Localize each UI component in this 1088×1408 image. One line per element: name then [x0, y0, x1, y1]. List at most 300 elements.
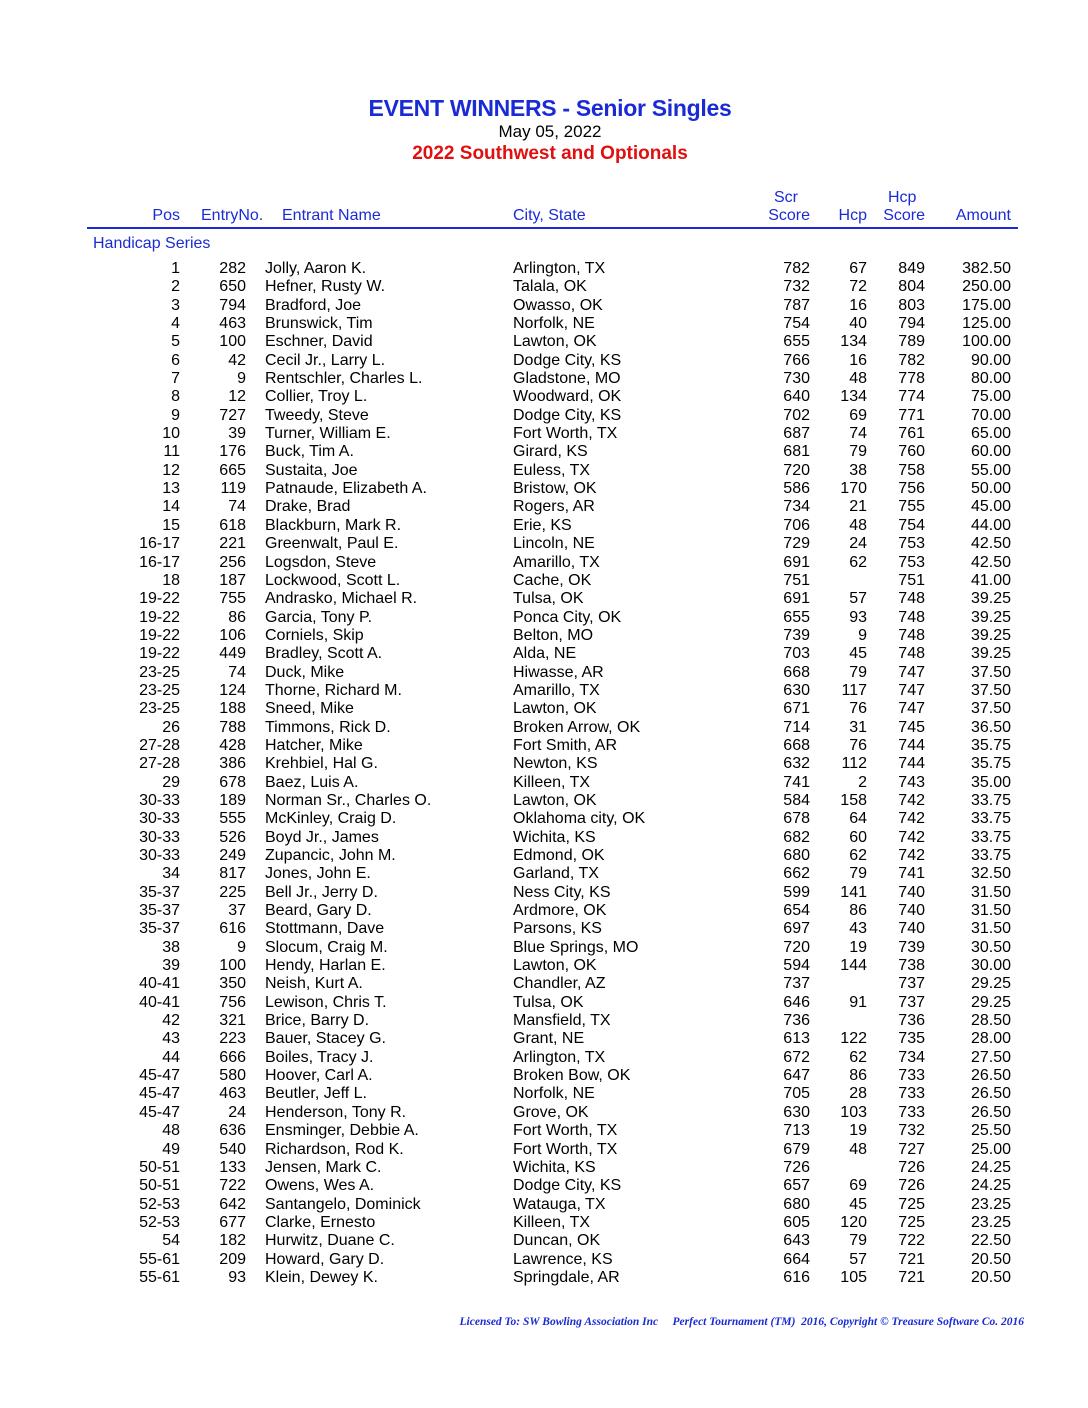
cell-hscore: 756 — [898, 480, 925, 498]
table-row — [0, 1251, 1088, 1269]
table-row — [0, 1269, 1088, 1287]
cell-hscore: 748 — [898, 645, 925, 663]
cell-hscore: 734 — [898, 1048, 925, 1066]
cell-name: Clarke, Ernesto — [265, 1213, 376, 1231]
cell-city: Parsons, KS — [513, 920, 602, 938]
cell-scr: 668 — [783, 663, 810, 681]
cell-entry: 176 — [219, 443, 246, 461]
cell-scr: 640 — [783, 388, 810, 406]
cell-hcp: 117 — [841, 681, 867, 699]
cell-amount: 26.50 — [970, 1085, 1011, 1103]
cell-pos: 54 — [162, 1232, 180, 1250]
cell-hscore: 742 — [898, 810, 925, 828]
cell-pos: 42 — [162, 1012, 180, 1030]
cell-entry: 540 — [219, 1140, 246, 1158]
cell-hcp: 170 — [840, 480, 867, 498]
cell-city: Grant, NE — [513, 1030, 585, 1048]
cell-pos: 29 — [162, 773, 180, 791]
table-row — [0, 700, 1088, 718]
table-row — [0, 719, 1088, 737]
cell-pos: 45-47 — [139, 1085, 180, 1103]
cell-name: Beutler, Jeff L. — [265, 1085, 367, 1103]
cell-scr: 702 — [783, 406, 810, 424]
table-row — [0, 333, 1088, 351]
cell-entry: 86 — [228, 608, 246, 626]
cell-city: Ness City, KS — [513, 883, 611, 901]
cell-hscore: 754 — [898, 516, 925, 534]
cell-hcp: 2 — [858, 773, 867, 791]
table-row — [0, 902, 1088, 920]
cell-entry: 133 — [219, 1158, 246, 1176]
cell-hscore: 761 — [898, 425, 925, 443]
cell-amount: 31.50 — [970, 920, 1011, 938]
cell-name: Hoover, Carl A. — [265, 1067, 373, 1085]
cell-amount: 36.50 — [970, 718, 1011, 736]
cell-hscore: 789 — [898, 333, 925, 351]
cell-hcp: 69 — [849, 406, 867, 424]
cell-city: Arlington, TX — [513, 1048, 606, 1066]
cell-hcp: 134 — [840, 333, 867, 351]
cell-amount: 26.50 — [970, 1103, 1011, 1121]
cell-hcp: 16 — [849, 296, 867, 314]
table-row — [0, 462, 1088, 480]
cell-pos: 12 — [162, 461, 180, 479]
cell-hcp: 112 — [841, 755, 867, 773]
cell-hcp: 67 — [849, 260, 867, 277]
cell-entry: 100 — [219, 333, 246, 351]
cell-scr: 646 — [783, 993, 810, 1011]
cell-pos: 52-53 — [139, 1195, 180, 1213]
cell-city: Fort Worth, TX — [513, 1140, 618, 1158]
cell-city: Lawton, OK — [513, 333, 597, 351]
cell-city: Watauga, TX — [513, 1195, 606, 1213]
cell-scr: 680 — [783, 847, 810, 864]
table-row — [0, 884, 1088, 902]
cell-hscore: 758 — [898, 461, 925, 479]
cell-pos: 23-25 — [139, 700, 180, 718]
cell-amount: 45.00 — [970, 498, 1011, 516]
cell-entry: 636 — [219, 1122, 246, 1140]
cell-hscore: 753 — [898, 535, 925, 553]
table-row — [0, 388, 1088, 406]
cell-hcp: 60 — [849, 828, 867, 846]
cell-scr: 655 — [783, 333, 810, 351]
cell-scr: 697 — [783, 920, 810, 938]
cell-name: Logsdon, Steve — [265, 553, 377, 571]
cell-scr: 691 — [783, 553, 810, 571]
cell-hcp: 21 — [849, 498, 867, 516]
table-row — [0, 645, 1088, 663]
cell-city: Girard, KS — [513, 443, 588, 461]
cell-pos: 5 — [171, 333, 180, 351]
table-row — [0, 1122, 1088, 1140]
cell-name: Krehbiel, Hal G. — [265, 755, 378, 773]
table-row — [0, 498, 1088, 516]
cell-name: Duck, Mike — [265, 663, 345, 681]
table-row — [0, 865, 1088, 883]
cell-scr: 643 — [783, 1232, 810, 1250]
cell-name: Owens, Wes A. — [265, 1177, 375, 1195]
cell-scr: 672 — [783, 1048, 810, 1066]
table-row — [0, 755, 1088, 773]
cell-name: Boiles, Tracy J. — [265, 1048, 374, 1066]
table-row — [0, 1232, 1088, 1250]
tournament-name: 2022 Southwest and Optionals — [412, 143, 688, 164]
cell-hcp: 62 — [849, 553, 867, 571]
cell-entry: 39 — [228, 425, 246, 443]
cell-entry: 526 — [219, 828, 246, 846]
cell-name: Turner, William E. — [265, 425, 391, 443]
cell-scr: 691 — [783, 590, 810, 608]
cell-city: Rogers, AR — [513, 498, 595, 516]
cell-amount: 175.00 — [962, 296, 1011, 314]
cell-hscore: 733 — [898, 1103, 925, 1121]
cell-hcp: 74 — [849, 425, 867, 443]
cell-hscore: 753 — [898, 553, 925, 571]
cell-hcp: 79 — [849, 663, 867, 681]
cell-scr: 734 — [783, 498, 810, 516]
cell-name: Richardson, Rod K. — [265, 1140, 404, 1158]
cell-amount: 42.50 — [970, 553, 1011, 571]
cell-hscore: 804 — [898, 278, 925, 296]
cell-scr: 584 — [783, 791, 810, 809]
cell-hscore: 740 — [898, 920, 925, 938]
cell-scr: 657 — [783, 1177, 810, 1195]
cell-entry: 642 — [219, 1195, 246, 1213]
cell-amount: 23.25 — [970, 1213, 1011, 1231]
cell-hscore: 737 — [898, 993, 925, 1011]
cell-hcp: 19 — [849, 1122, 867, 1140]
cell-name: Hatcher, Mike — [265, 736, 363, 754]
cell-name: Patnaude, Elizabeth A. — [265, 480, 427, 498]
cell-pos: 8 — [171, 388, 180, 406]
cell-city: Duncan, OK — [513, 1232, 601, 1250]
col-header-name: Entrant Name — [282, 207, 381, 224]
cell-hcp: 43 — [849, 920, 867, 938]
cell-pos: 19-22 — [139, 645, 180, 663]
cell-name: Thorne, Richard M. — [265, 681, 402, 699]
cell-amount: 37.50 — [970, 681, 1011, 699]
cell-amount: 41.00 — [970, 571, 1011, 589]
table-row — [0, 554, 1088, 572]
cell-scr: 654 — [783, 902, 810, 920]
cell-amount: 32.50 — [970, 865, 1011, 883]
cell-scr: 705 — [783, 1085, 810, 1103]
cell-pos: 34 — [162, 865, 180, 883]
cell-city: Bristow, OK — [513, 480, 597, 498]
cell-name: Drake, Brad — [265, 498, 351, 516]
table-row — [0, 664, 1088, 682]
cell-entry: 209 — [219, 1250, 246, 1268]
cell-scr: 787 — [783, 296, 810, 314]
cell-amount: 28.50 — [970, 1012, 1011, 1030]
header-divider — [87, 227, 1018, 229]
cell-hscore: 747 — [898, 663, 925, 681]
table-row — [0, 1085, 1088, 1103]
cell-entry: 666 — [219, 1048, 246, 1066]
cell-scr: 729 — [783, 535, 810, 553]
cell-scr: 678 — [783, 810, 810, 828]
cell-entry: 618 — [219, 516, 246, 534]
table-row — [0, 1049, 1088, 1067]
cell-scr: 681 — [783, 443, 810, 461]
col-header-amount: Amount — [955, 207, 1011, 224]
cell-pos: 14 — [162, 498, 180, 516]
cell-hcp: 40 — [849, 315, 867, 333]
cell-pos: 35-37 — [139, 920, 180, 938]
table-row — [0, 480, 1088, 498]
cell-name: Jolly, Aaron K. — [265, 260, 367, 277]
cell-entry: 223 — [219, 1030, 246, 1048]
cell-hscore: 742 — [898, 791, 925, 809]
table-row — [0, 609, 1088, 627]
cell-hscore: 737 — [898, 975, 925, 993]
cell-entry: 256 — [219, 553, 246, 571]
cell-pos: 55-61 — [139, 1250, 180, 1268]
cell-name: Jones, John E. — [265, 865, 371, 883]
cell-hscore: 748 — [898, 626, 925, 644]
report-title-block — [0, 94, 1088, 166]
table-row — [0, 352, 1088, 370]
cell-entry: 756 — [219, 993, 246, 1011]
table-row — [0, 297, 1088, 315]
cell-hscore: 745 — [898, 718, 925, 736]
table-row — [0, 939, 1088, 957]
cell-scr: 720 — [783, 461, 810, 479]
table-row — [0, 407, 1088, 425]
cell-scr: 754 — [783, 315, 810, 333]
cell-hscore: 738 — [898, 957, 925, 975]
cell-entry: 24 — [228, 1103, 246, 1121]
cell-name: Garcia, Tony P. — [265, 608, 373, 626]
table-row — [0, 774, 1088, 792]
cell-scr: 720 — [783, 938, 810, 956]
cell-entry: 755 — [219, 590, 246, 608]
cell-entry: 9 — [237, 938, 246, 956]
col-header-pos: Pos — [152, 207, 180, 224]
cell-city: Garland, TX — [513, 865, 599, 883]
cell-hscore: 744 — [898, 736, 925, 754]
cell-hcp: 141 — [840, 883, 867, 901]
table-row — [0, 425, 1088, 443]
col-header-hcp-score-top: Hcp — [888, 189, 917, 206]
cell-city: Lincoln, NE — [513, 535, 595, 553]
table-row — [0, 1196, 1088, 1214]
cell-entry: 678 — [219, 773, 246, 791]
cell-amount: 37.50 — [970, 700, 1011, 718]
cell-pos: 48 — [162, 1122, 180, 1140]
cell-amount: 24.25 — [970, 1177, 1011, 1195]
cell-hscore: 849 — [898, 260, 925, 277]
cell-entry: 386 — [219, 755, 246, 773]
cell-pos: 40-41 — [139, 993, 180, 1011]
cell-hscore: 740 — [898, 902, 925, 920]
cell-entry: 428 — [219, 736, 246, 754]
cell-hscore: 778 — [898, 370, 925, 388]
cell-hscore: 721 — [898, 1268, 925, 1286]
cell-scr: 632 — [783, 755, 810, 773]
cell-amount: 22.50 — [970, 1232, 1011, 1250]
cell-hscore: 733 — [898, 1067, 925, 1085]
cell-name: Beard, Gary D. — [265, 902, 372, 920]
cell-hcp: 69 — [849, 1177, 867, 1195]
cell-scr: 616 — [783, 1268, 810, 1286]
cell-hscore: 742 — [898, 828, 925, 846]
cell-amount: 60.00 — [970, 443, 1011, 461]
cell-name: Buck, Tim A. — [265, 443, 354, 461]
cell-hscore: 726 — [898, 1158, 925, 1176]
cell-pos: 40-41 — [139, 975, 180, 993]
cell-amount: 20.50 — [970, 1250, 1011, 1268]
cell-pos: 16-17 — [139, 553, 180, 571]
cell-city: Talala, OK — [513, 278, 587, 296]
cell-name: Henderson, Tony R. — [265, 1103, 407, 1121]
cell-entry: 100 — [219, 957, 246, 975]
cell-city: Hiwasse, AR — [513, 663, 604, 681]
cell-hcp: 144 — [840, 957, 867, 975]
table-row — [0, 590, 1088, 608]
cell-pos: 55-61 — [139, 1268, 180, 1286]
cell-pos: 45-47 — [139, 1103, 180, 1121]
cell-hscore: 794 — [898, 315, 925, 333]
cell-scr: 732 — [783, 278, 810, 296]
cell-name: Klein, Dewey K. — [265, 1268, 378, 1286]
cell-hscore: 774 — [898, 388, 925, 406]
cell-hcp: 76 — [849, 736, 867, 754]
cell-name: Eschner, David — [265, 333, 373, 351]
cell-scr: 599 — [783, 883, 810, 901]
cell-amount: 24.25 — [970, 1158, 1011, 1176]
cell-scr: 680 — [783, 1195, 810, 1213]
cell-hcp: 9 — [858, 626, 867, 644]
cell-name: Neish, Kurt A. — [265, 975, 363, 993]
cell-name: Brunswick, Tim — [265, 315, 373, 333]
cell-amount: 25.50 — [970, 1122, 1011, 1140]
cell-name: Bell Jr., Jerry D. — [265, 883, 378, 901]
cell-name: Jensen, Mark C. — [265, 1158, 382, 1176]
cell-pos: 23-25 — [139, 663, 180, 681]
cell-hscore: 751 — [898, 571, 925, 589]
license-text: Licensed To: SW Bowling Association Inc — [459, 1316, 659, 1328]
cell-hscore: 741 — [898, 865, 925, 883]
cell-city: Broken Arrow, OK — [513, 718, 641, 736]
cell-pos: 19-22 — [139, 626, 180, 644]
cell-pos: 7 — [171, 370, 180, 388]
cell-name: Hefner, Rusty W. — [265, 278, 386, 296]
cell-hcp: 122 — [840, 1030, 867, 1048]
cell-city: Dodge City, KS — [513, 351, 622, 369]
report-date: May 05, 2022 — [498, 122, 602, 141]
cell-name: Santangelo, Dominick — [265, 1195, 421, 1213]
table-row — [0, 627, 1088, 645]
cell-city: Lawton, OK — [513, 791, 597, 809]
cell-hscore: 755 — [898, 498, 925, 516]
cell-amount: 35.75 — [970, 736, 1011, 754]
cell-entry: 187 — [219, 571, 246, 589]
cell-entry: 463 — [219, 315, 246, 333]
table-row — [0, 682, 1088, 700]
cell-name: Bradford, Joe — [265, 296, 362, 314]
cell-pos: 16-17 — [139, 535, 180, 553]
cell-name: Howard, Gary D. — [265, 1250, 385, 1268]
cell-hcp: 48 — [849, 370, 867, 388]
cell-hcp: 79 — [849, 443, 867, 461]
table-row — [0, 1012, 1088, 1030]
cell-city: Woodward, OK — [513, 388, 622, 406]
cell-hcp: 105 — [840, 1268, 867, 1286]
table-row — [0, 1030, 1088, 1048]
cell-amount: 27.50 — [970, 1048, 1011, 1066]
cell-amount: 50.00 — [970, 480, 1011, 498]
cell-amount: 90.00 — [970, 351, 1011, 369]
cell-hcp: 48 — [849, 516, 867, 534]
cell-amount: 33.75 — [970, 847, 1011, 864]
cell-amount: 75.00 — [970, 388, 1011, 406]
table-row — [0, 517, 1088, 535]
cell-scr: 630 — [783, 681, 810, 699]
cell-pos: 13 — [162, 480, 180, 498]
cell-name: Greenwalt, Paul E. — [265, 535, 399, 553]
cell-hcp: 120 — [840, 1213, 867, 1231]
cell-hcp: 31 — [849, 718, 867, 736]
cell-name: Slocum, Craig M. — [265, 938, 388, 956]
results-table — [0, 260, 1088, 1287]
cell-city: Arlington, TX — [513, 260, 606, 277]
cell-pos: 30-33 — [139, 810, 180, 828]
cell-city: Lawton, OK — [513, 700, 597, 718]
cell-name: Collier, Troy L. — [265, 388, 368, 406]
cell-city: Broken Bow, OK — [513, 1067, 631, 1085]
cell-amount: 65.00 — [970, 425, 1011, 443]
cell-city: Gladstone, MO — [513, 370, 621, 388]
cell-city: Euless, TX — [513, 461, 591, 479]
cell-entry: 12 — [228, 388, 246, 406]
cell-name: Sustaita, Joe — [265, 461, 358, 479]
cell-entry: 124 — [219, 681, 246, 699]
cell-hscore: 721 — [898, 1250, 925, 1268]
cell-hcp: 28 — [849, 1085, 867, 1103]
table-row — [0, 975, 1088, 993]
cell-amount: 35.75 — [970, 755, 1011, 773]
cell-scr: 713 — [783, 1122, 810, 1140]
col-header-scr-score: Score — [768, 207, 810, 224]
cell-entry: 727 — [219, 406, 246, 424]
cell-city: Lawton, OK — [513, 957, 597, 975]
table-row — [0, 829, 1088, 847]
cell-amount: 39.25 — [970, 626, 1011, 644]
cell-city: Killeen, TX — [513, 1213, 591, 1231]
cell-name: Tweedy, Steve — [265, 406, 369, 424]
cell-name: Lewison, Chris T. — [265, 993, 387, 1011]
cell-hcp: 24 — [849, 535, 867, 553]
cell-city: Killeen, TX — [513, 773, 591, 791]
cell-pos: 39 — [162, 957, 180, 975]
cell-city: Blue Springs, MO — [513, 938, 639, 956]
cell-hscore: 803 — [898, 296, 925, 314]
cell-hcp: 62 — [849, 1048, 867, 1066]
cell-amount: 35.00 — [970, 773, 1011, 791]
cell-name: McKinley, Craig D. — [265, 810, 397, 828]
cell-city: Wichita, KS — [513, 1158, 596, 1176]
cell-amount: 33.75 — [970, 810, 1011, 828]
cell-city: Ponca City, OK — [513, 608, 622, 626]
cell-city: Ardmore, OK — [513, 902, 607, 920]
cell-pos: 43 — [162, 1030, 180, 1048]
cell-city: Fort Smith, AR — [513, 736, 618, 754]
copyright-text: Perfect Tournament (TM) 2016, Copyright © Treasure Software Co. 2016 — [672, 1316, 1024, 1328]
cell-hcp: 86 — [849, 902, 867, 920]
cell-amount: 25.00 — [970, 1140, 1011, 1158]
